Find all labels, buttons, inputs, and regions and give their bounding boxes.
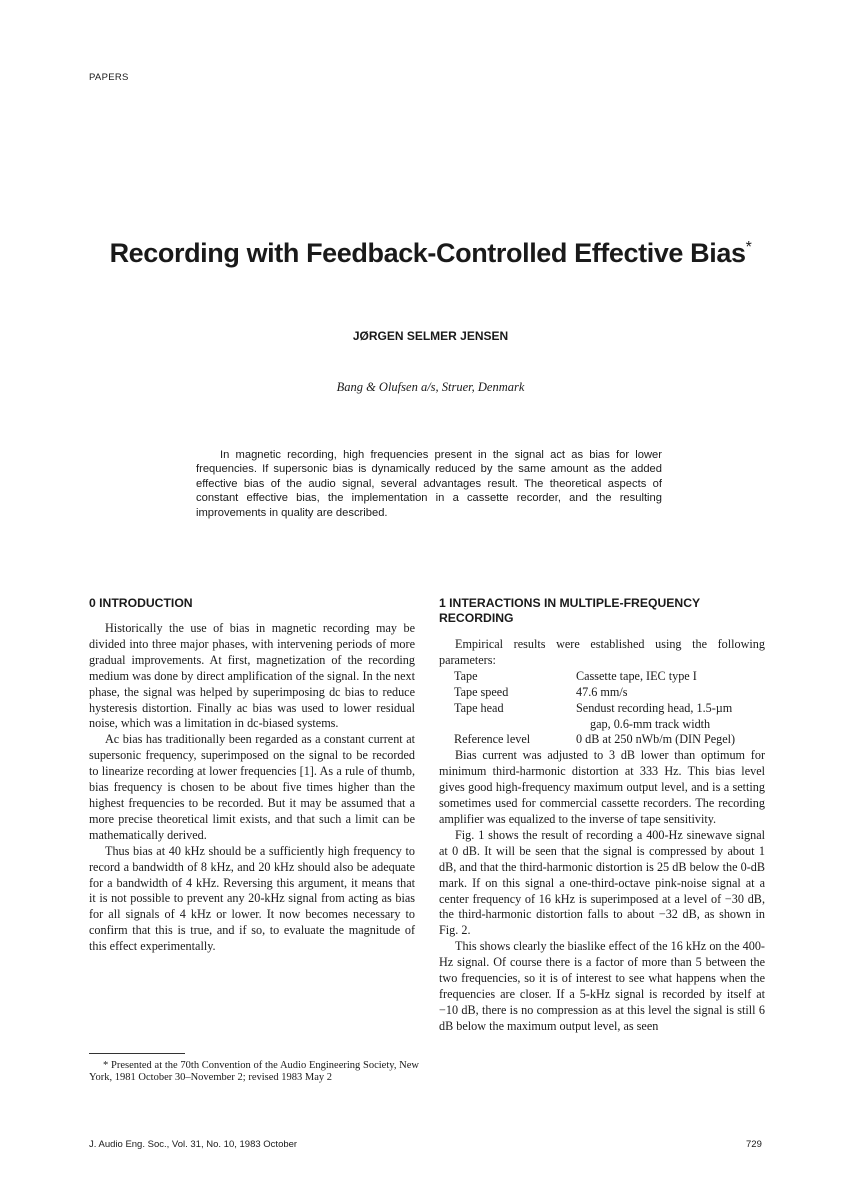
author-name: JØRGEN SELMER JENSEN [352,329,509,343]
parameter-row [454,701,765,733]
parameter-key: Tape speed [454,684,509,699]
abstract: In magnetic recording, high frequencies present in the signal act as bias for lower frequencies. If supersonic bias is dynamically reduced by the same amount as the added effective bias of the audio signal, several advantages result. The theoretical aspects of constant effective bias, the implementation in a cassette recorder, and the resulting improvements in quality are described. [196,449,662,519]
parameters-table [454,669,765,749]
parameter-key: Tape head [454,700,504,715]
body-paragraph: Fig. 1 shows the result of recording a 400-Hz sinewave signal at 0 dB. It will be seen that the signal is compressed by about 1 dB, and that the third-harmonic distortion is 25 dB below the 0-dB mark. If on this signal a one-third-octave pink-noise signal at a center frequency of 16 kHz is superimposed at a level of −30 dB, the third-harmonic distortion falls to about −32 dB, as shown in Fig. 2. [439,827,765,938]
parameter-row [454,732,765,748]
title-footnote-mark: * [745,239,752,256]
parameter-row [454,685,765,701]
right-column [439,637,765,1035]
body-paragraph: Ac bias has traditionally been regarded as a constant current at supersonic frequency, superimposed on the signal to be recorded to linearize recording at lower frequencies [1]. As a rule of thumb, bias frequency is chosen to be about five times higher than the highest frequencies to be recorded. But it may be assumed that a more precise theoretical limit exists, and that such a limit can be mathematically derived. [89,732,415,842]
body-paragraph: Bias current was adjusted to 3 dB lower than optimum for minimum third-harmonic distortion at 333 Hz. This bias level gives good high-frequency maximum output level, and is a setting sometimes used for commercial cassette recorders. The recording amplifier was equalized to the inverse of tape sensitivity. [439,748,765,826]
body-paragraph: Historically the use of bias in magnetic recording may be divided into three major phases, with intervening periods of more gradual improvements. At first, magnetization of the recording medium was done by direct amplification of the signal. In the next phase, the signal was helped by superimposing dc bias to reduce hysteresis distortion. Finally ac bias was used to lower residual noise, which was a limitation in dc-biased systems. [89,621,415,731]
parameter-value: 47.6 mm/s [576,684,628,699]
parameter-row [454,669,765,685]
author-affiliation: Bang & Olufsen a/s, Struer, Denmark [336,380,525,394]
section-heading-introduction: 0 INTRODUCTION [89,596,193,610]
parameter-value-cell [576,701,765,733]
parameter-value: Sendust recording head, 1.5-µm [576,700,733,715]
left-column [89,621,415,955]
body-paragraph: Empirical results were established using the following parameters: [439,637,765,667]
page-number: 729 [746,1139,762,1150]
body-paragraph: This shows clearly the biaslike effect of the 16 kHz on the 400-Hz signal. Of course there is a factor of more than 5 between the two frequencies, so it is of interest to see what happens when the frequencies are closer. If a 5-kHz signal is recorded by itself at −10 dB, there is no compression as at this level the signal is still 6 dB below the maximum output level, as seen [439,939,765,1033]
parameter-key: Reference level [454,732,531,747]
paper-title [0,238,861,269]
title-text: Recording with Feedback-Controlled Effective Bias [109,238,746,268]
parameter-value: Cassette tape, IEC type I [576,668,697,683]
body-paragraph: Thus bias at 40 kHz should be a sufficiently high frequency to record a bandwidth of 8 kHz, and 20 kHz should also be adequate for a bandwidth of 4 kHz. Reversing this argument, it means that it is not possible to prevent any 20-kHz signal from acting as bias for all signals of 4 kHz or lower. It now becomes necessary to confirm that this is true, and if so, to evaluate the magnitude of this effect experimentally. [89,843,415,954]
journal-citation: J. Audio Eng. Soc., Vol. 31, No. 10, 1983 October [89,1139,298,1150]
parameter-value: 0 dB at 250 nWb/m (DIN Pegel) [576,732,736,747]
footnote-rule [89,1053,185,1054]
parameter-key: Tape [454,668,478,683]
section-heading-interactions: 1 INTERACTIONS IN MULTIPLE-FREQUENCY RECORDING [439,596,700,625]
parameter-value-continued: gap, 0.6-mm track width [590,716,711,731]
running-head: PAPERS [89,72,129,83]
footnote: * Presented at the 70th Convention of the Audio Engineering Society, New York, 1981 October 30–November 2; revised 1983 May 2 [89,1060,419,1084]
